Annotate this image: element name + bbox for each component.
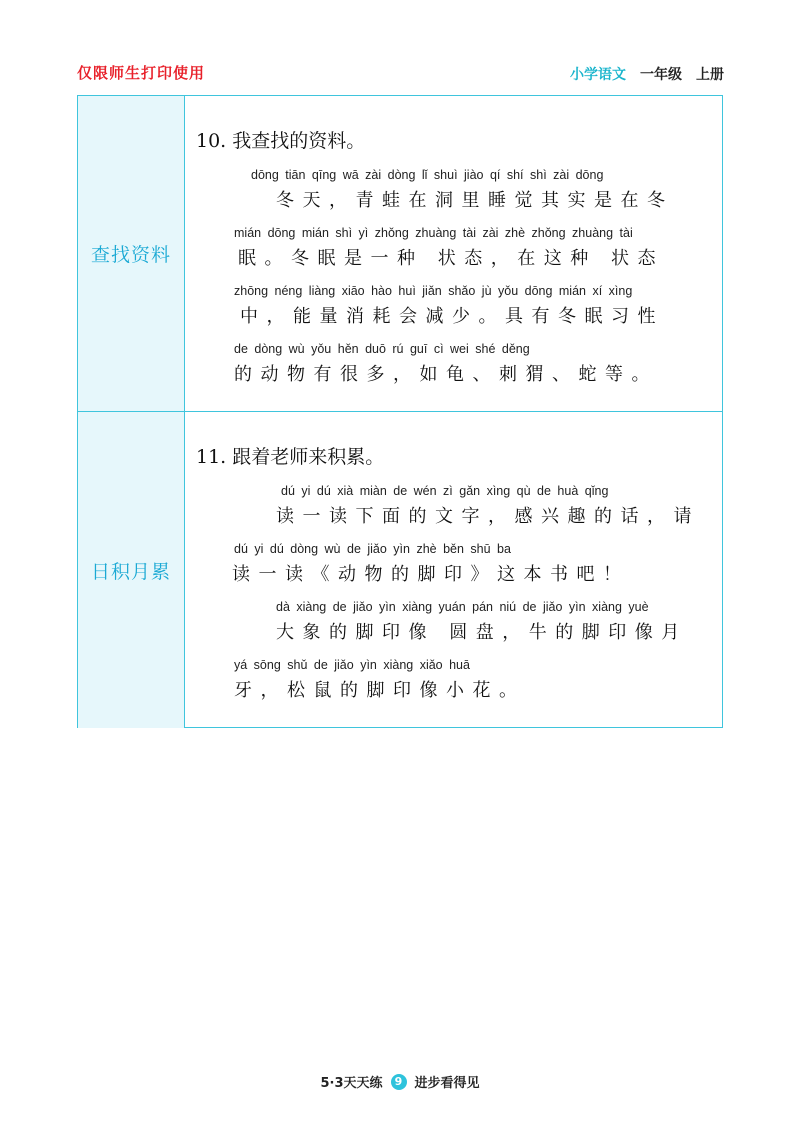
hanzi-line: 读一读《动物的脚印》这本书吧！ xyxy=(232,564,630,585)
text-line xyxy=(196,284,708,332)
page-footer xyxy=(0,1072,800,1091)
hanzi-line: 大象的脚印像 圆盘，牛的脚印像月 xyxy=(276,622,688,643)
pinyin-line: mián dōng mián shì yì zhǒng zhuàng tài zài zhè zhǒng zhuàng tài xyxy=(234,226,633,240)
section-research xyxy=(78,96,722,412)
hanzi-line: 的动物有很多，如龟、刺猬、蛇等。 xyxy=(234,364,658,385)
hanzi-line: 眠。冬眠是一种 状态，在这种 状态 xyxy=(238,248,664,269)
grade-label: 一年级 xyxy=(640,67,682,83)
hanzi-line: 读一读下面的文字，感兴趣的话，请 xyxy=(276,506,700,527)
footer-slogan: 进步看得见 xyxy=(414,1076,480,1091)
term-label: 上册 xyxy=(696,67,724,83)
hanzi-line: 牙，松鼠的脚印像小花。 xyxy=(234,680,526,701)
question-title: 11. 跟着老师来积累。 xyxy=(196,446,385,468)
question-title: 10. 我查找的资料。 xyxy=(196,130,366,152)
page-number: 9 xyxy=(391,1074,407,1090)
text-line xyxy=(196,484,708,532)
side-label-accumulate: 日积月累 xyxy=(78,412,185,728)
pinyin-line: dà xiàng de jiǎo yìn xiàng yuán pán niú de jiǎo yìn xiàng yuè xyxy=(276,600,649,614)
text-line xyxy=(196,658,708,706)
text-line xyxy=(196,600,708,648)
pinyin-line: dōng tiān qīng wā zài dòng lǐ shuì jiào qí shí shì zài dōng xyxy=(251,168,604,182)
text-line xyxy=(196,542,708,590)
text-line xyxy=(196,226,708,274)
book-info xyxy=(570,64,724,84)
pinyin-line: dú yi dú dòng wù de jiǎo yìn zhè běn shū ba xyxy=(234,542,511,556)
side-label-research: 查找资料 xyxy=(78,96,185,411)
pinyin-line: yá sōng shǔ de jiǎo yìn xiàng xiǎo huā xyxy=(234,658,470,672)
print-notice: 仅限师生打印使用 xyxy=(77,64,206,82)
pinyin-line: dú yi dú xià miàn de wén zì gǎn xìng qù de huà qǐng xyxy=(281,484,609,498)
text-line xyxy=(196,168,708,216)
pinyin-line: de dòng wù yǒu hěn duō rú guī cì wei shé děng xyxy=(234,342,530,356)
exercise-table xyxy=(77,95,723,728)
section-accumulate xyxy=(78,412,722,728)
footer-brand: 5·3天天练 xyxy=(320,1076,383,1091)
text-line xyxy=(196,342,708,390)
hanzi-line: 中，能量消耗会减少。具有冬眠习性 xyxy=(240,306,664,327)
pinyin-line: zhōng néng liàng xiāo hào huì jiǎn shǎo jù yǒu dōng mián xí xìng xyxy=(234,284,633,298)
hanzi-line: 冬天，青蛙在洞里睡觉其实是在冬 xyxy=(276,190,674,211)
subject-label: 小学语文 xyxy=(570,67,626,83)
